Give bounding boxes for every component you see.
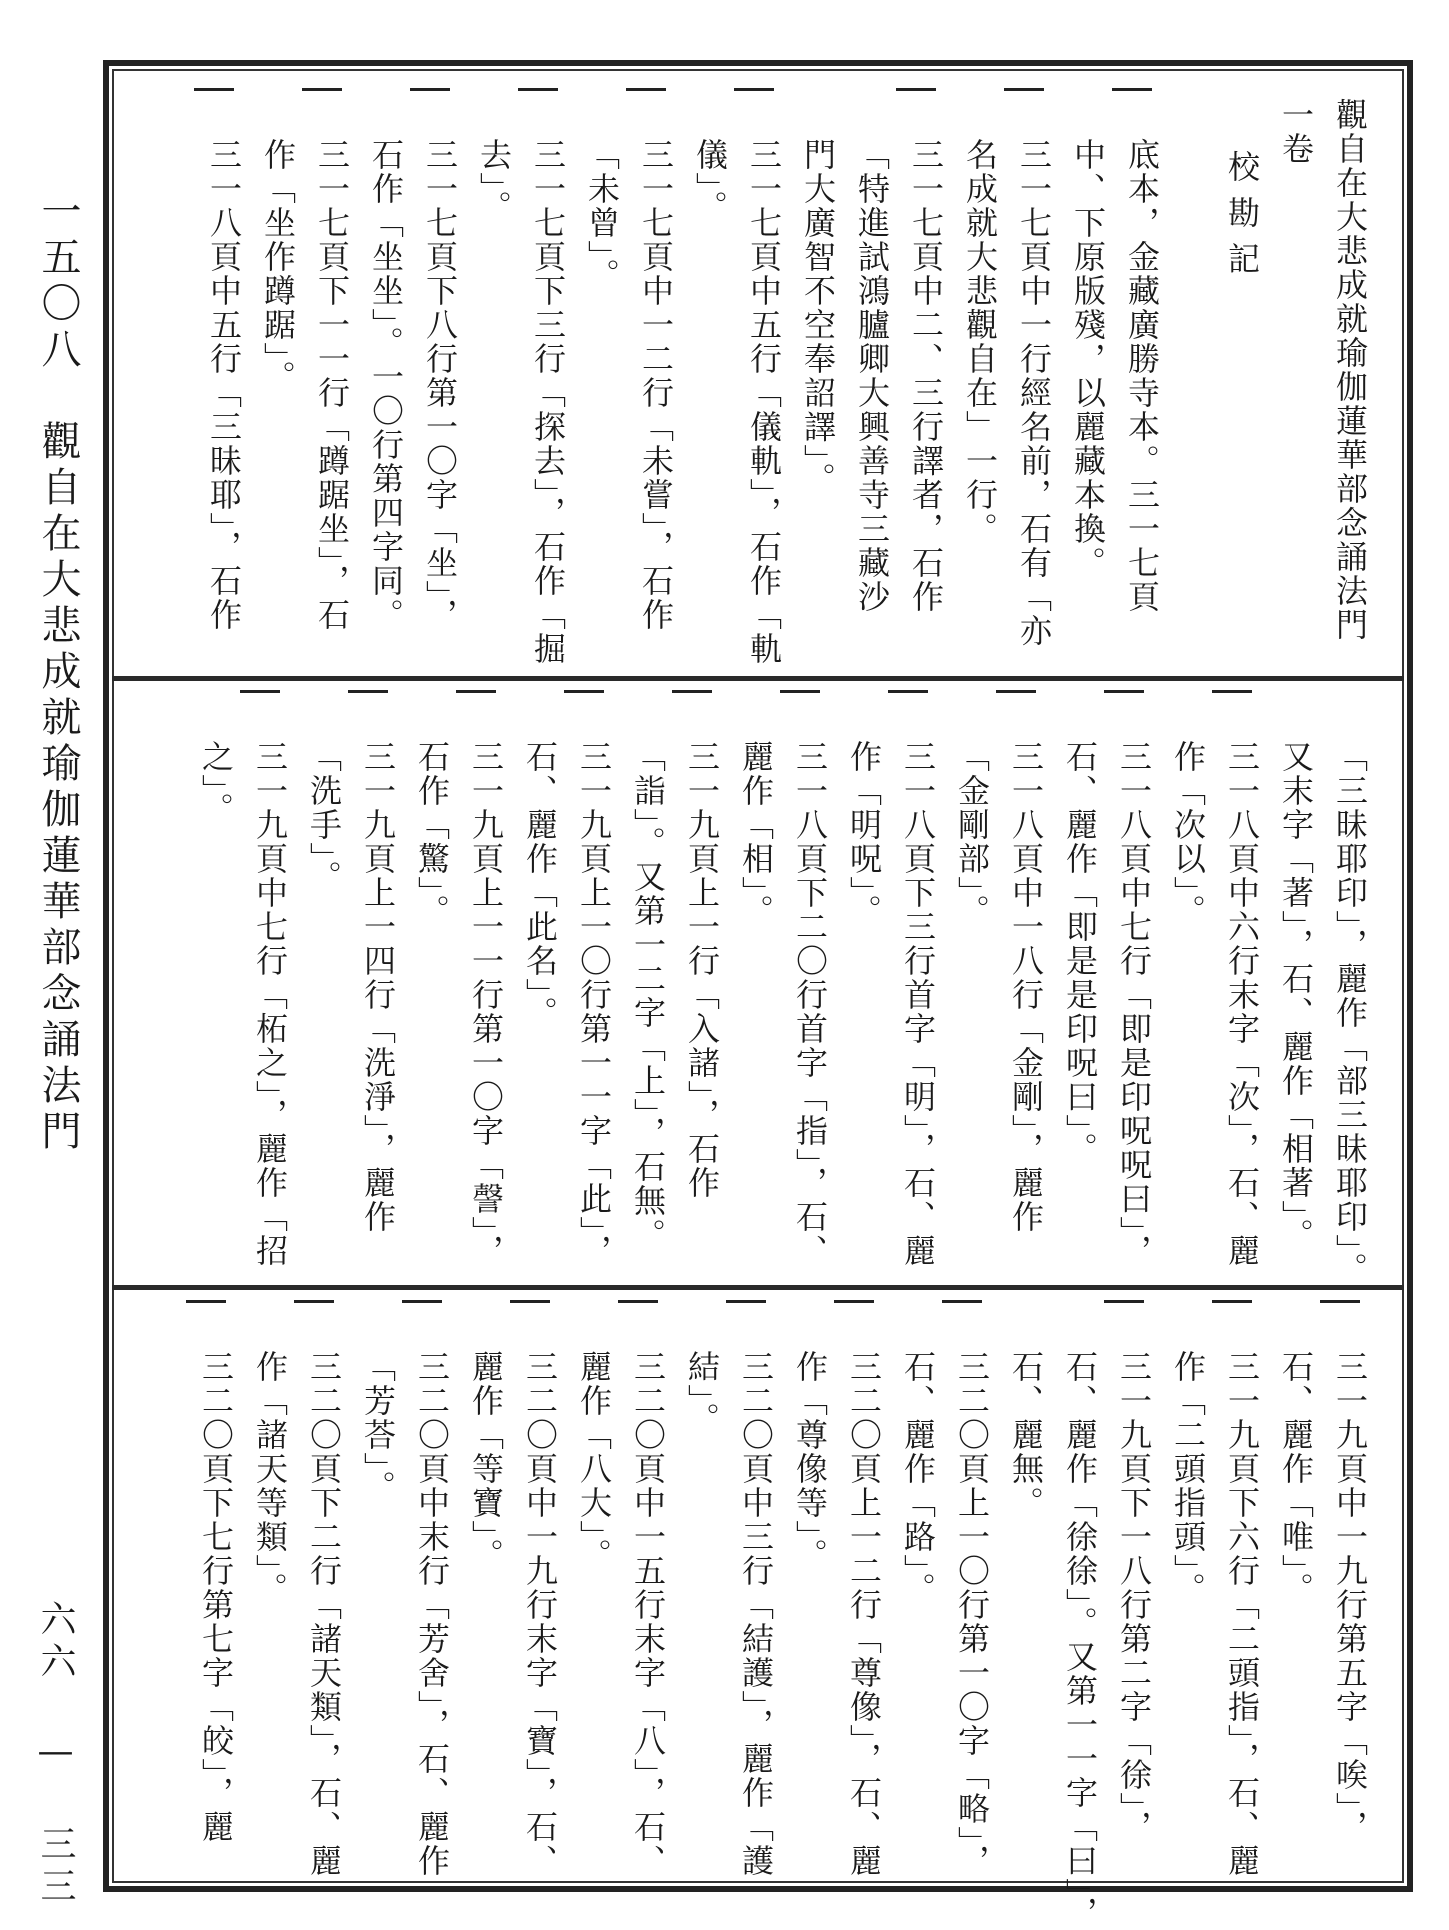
collation-line: 石、麗無。 xyxy=(1007,1350,1045,1520)
entry-marker xyxy=(348,690,388,693)
collation-line: 三一七頁下一一行「蹲踞坐」，石 xyxy=(313,138,351,632)
collation-line: 石作「坐坐」。一〇行第四字同。 xyxy=(367,138,405,632)
collation-line: 石作「驚」。 xyxy=(413,740,451,928)
entry-marker xyxy=(1212,690,1252,693)
collation-line: 石、麗作「即是是印呪曰」。 xyxy=(1061,740,1099,1166)
collation-line: 三一八頁下三行首字「明」，石、麗 xyxy=(899,740,937,1268)
collation-line: 三一七頁中二、三行譯者，石作 xyxy=(907,138,945,614)
collation-line: 「詣」。又第一二字「上」，石無。 xyxy=(629,740,667,1252)
collation-line: 三二〇頁上一〇行第一〇字「略」， xyxy=(953,1350,991,1878)
collation-heading: 校勘記 xyxy=(1223,150,1261,288)
collation-line: 結」。 xyxy=(683,1350,721,1436)
running-title: 一五〇八 觀自在大悲成就瑜伽蓮華部念誦法門 xyxy=(35,190,81,1156)
collation-line: 作「次以」。 xyxy=(1169,740,1207,928)
entry-marker xyxy=(626,88,666,91)
collation-line: 三一九頁上一四行「洗淨」，麗作 xyxy=(359,740,397,1234)
collation-line: 三一七頁下三行「探去」，石作「掘 xyxy=(529,138,567,666)
entry-marker xyxy=(996,690,1036,693)
collation-line: 石、麗作「唯」。 xyxy=(1277,1350,1315,1606)
collation-line: 石、麗作「徐徐」。又第一一字「曰」， xyxy=(1061,1350,1099,1930)
collation-line: 麗作「等寶」。 xyxy=(467,1350,505,1572)
volume-count: 一卷 xyxy=(1277,98,1315,166)
entry-marker xyxy=(1104,690,1144,693)
collation-line: 三一九頁中七行「柘之」，麗作「招 xyxy=(251,740,289,1268)
entry-marker xyxy=(510,1300,550,1303)
collation-line: 作「尊像等」。 xyxy=(791,1350,829,1572)
collation-line: 三一九頁上一〇行第一一字「此」， xyxy=(575,740,613,1268)
entry-marker xyxy=(1212,1300,1252,1303)
collation-line: 石、麗作「路」。 xyxy=(899,1350,937,1606)
entry-marker xyxy=(942,1300,982,1303)
entry-marker xyxy=(302,88,342,91)
collation-line: 「金剛部」。 xyxy=(953,740,991,928)
collation-line: 三一九頁下一八行第二字「徐」， xyxy=(1115,1350,1153,1844)
collation-line: 去」。 xyxy=(475,138,513,224)
entry-marker xyxy=(1320,1300,1360,1303)
collation-line: 三一七頁下八行第一〇字「坐」， xyxy=(421,138,459,632)
collation-line: 三二〇頁上一二行「尊像」，石、麗 xyxy=(845,1350,883,1878)
document-title: 觀自在大悲成就瑜伽蓮華部念誦法門 xyxy=(1331,98,1369,642)
collation-line: 之」。 xyxy=(197,740,235,826)
entry-marker xyxy=(564,690,604,693)
collation-line: 三一八頁下二〇行首字「指」，石、 xyxy=(791,740,829,1268)
entry-marker xyxy=(186,1300,226,1303)
collation-line: 石、麗作「此名」。 xyxy=(521,740,559,1030)
entry-marker xyxy=(734,88,774,91)
collation-line: 三二〇頁中末行「芳舍」，石、麗作 xyxy=(413,1350,451,1878)
collation-line: 三一九頁下六行「二頭指」，石、麗 xyxy=(1223,1350,1261,1878)
entry-marker xyxy=(456,690,496,693)
entry-marker xyxy=(1004,88,1044,91)
collation-line: 「特進試鴻臚卿大興善寺三藏沙 xyxy=(853,138,891,614)
collation-line: 三一七頁中五行「儀軌」，石作「軌 xyxy=(745,138,783,666)
collation-line: 「三昧耶印」，麗作「部三昧耶印」。 xyxy=(1331,740,1369,1286)
entry-marker xyxy=(1112,88,1152,91)
collation-line: 「芳荅」。 xyxy=(359,1350,397,1504)
entry-marker xyxy=(402,1300,442,1303)
page-number: 六六 — 三三 xyxy=(35,1600,76,1909)
entry-marker xyxy=(834,1300,874,1303)
entry-marker xyxy=(618,1300,658,1303)
collation-line: 作「坐作蹲踞」。 xyxy=(259,138,297,394)
collation-line: 三一七頁中一行經名前，石有「亦 xyxy=(1015,138,1053,648)
collation-line: 作「明呪」。 xyxy=(845,740,883,928)
entry-marker xyxy=(896,88,936,91)
collation-line: 三二〇頁中一五行末字「八」，石、 xyxy=(629,1350,667,1878)
collation-line: 三二〇頁下二行「諸天類」，石、麗 xyxy=(305,1350,343,1878)
collation-line: 「洗手」。 xyxy=(305,740,343,894)
collation-line: 三二〇頁中一九行末字「寶」，石、 xyxy=(521,1350,559,1878)
collation-line: 三一八頁中一八行「金剛」，麗作 xyxy=(1007,740,1045,1234)
entry-marker xyxy=(672,690,712,693)
entry-marker xyxy=(726,1300,766,1303)
collation-line: 儀」。 xyxy=(691,138,729,224)
collation-line: 三一八頁中六行末字「次」，石、麗 xyxy=(1223,740,1261,1268)
entry-marker xyxy=(780,690,820,693)
collation-line: 三一九頁上一一行第一〇字「謦」， xyxy=(467,740,505,1268)
collation-line: 門大廣智不空奉詔譯」。 xyxy=(799,138,837,496)
collation-line: 名成就大悲觀自在」一行。 xyxy=(961,138,999,546)
entry-marker xyxy=(1104,1300,1144,1303)
collation-line: 又末字「著」，石、麗作「相著」。 xyxy=(1277,740,1315,1252)
collation-line: 三一七頁中一二行「未嘗」，石作 xyxy=(637,138,675,632)
collation-line: 三一九頁上一行「入諸」，石作 xyxy=(683,740,721,1200)
collation-line: 作「諸天等類」。 xyxy=(251,1350,289,1606)
entry-marker xyxy=(294,1300,334,1303)
collation-line: 三一八頁中七行「即是印呪呪曰」， xyxy=(1115,740,1153,1268)
collation-line: 三二〇頁下七行第七字「皎」，麗 xyxy=(197,1350,235,1844)
collation-line: 麗作「八大」。 xyxy=(575,1350,613,1572)
collation-line: 「未曾」。 xyxy=(583,138,621,292)
collation-line: 三一八頁中五行「三昧耶」，石作 xyxy=(205,138,243,632)
entry-marker xyxy=(410,88,450,91)
collation-line: 中、下原版殘，以麗藏本換。 xyxy=(1069,138,1107,580)
collation-line: 底本，金藏廣勝寺本。三一七頁 xyxy=(1123,138,1161,614)
collation-line: 麗作「相」。 xyxy=(737,740,775,928)
collation-line: 三一九頁中一九行第五字「唉」， xyxy=(1331,1350,1369,1844)
collation-line: 作「二頭指頭」。 xyxy=(1169,1350,1207,1606)
entry-marker xyxy=(194,88,234,91)
entry-marker xyxy=(240,690,280,693)
entry-marker xyxy=(518,88,558,91)
collation-line: 三二〇頁中三行「結護」，麗作「護 xyxy=(737,1350,775,1878)
entry-marker xyxy=(888,690,928,693)
